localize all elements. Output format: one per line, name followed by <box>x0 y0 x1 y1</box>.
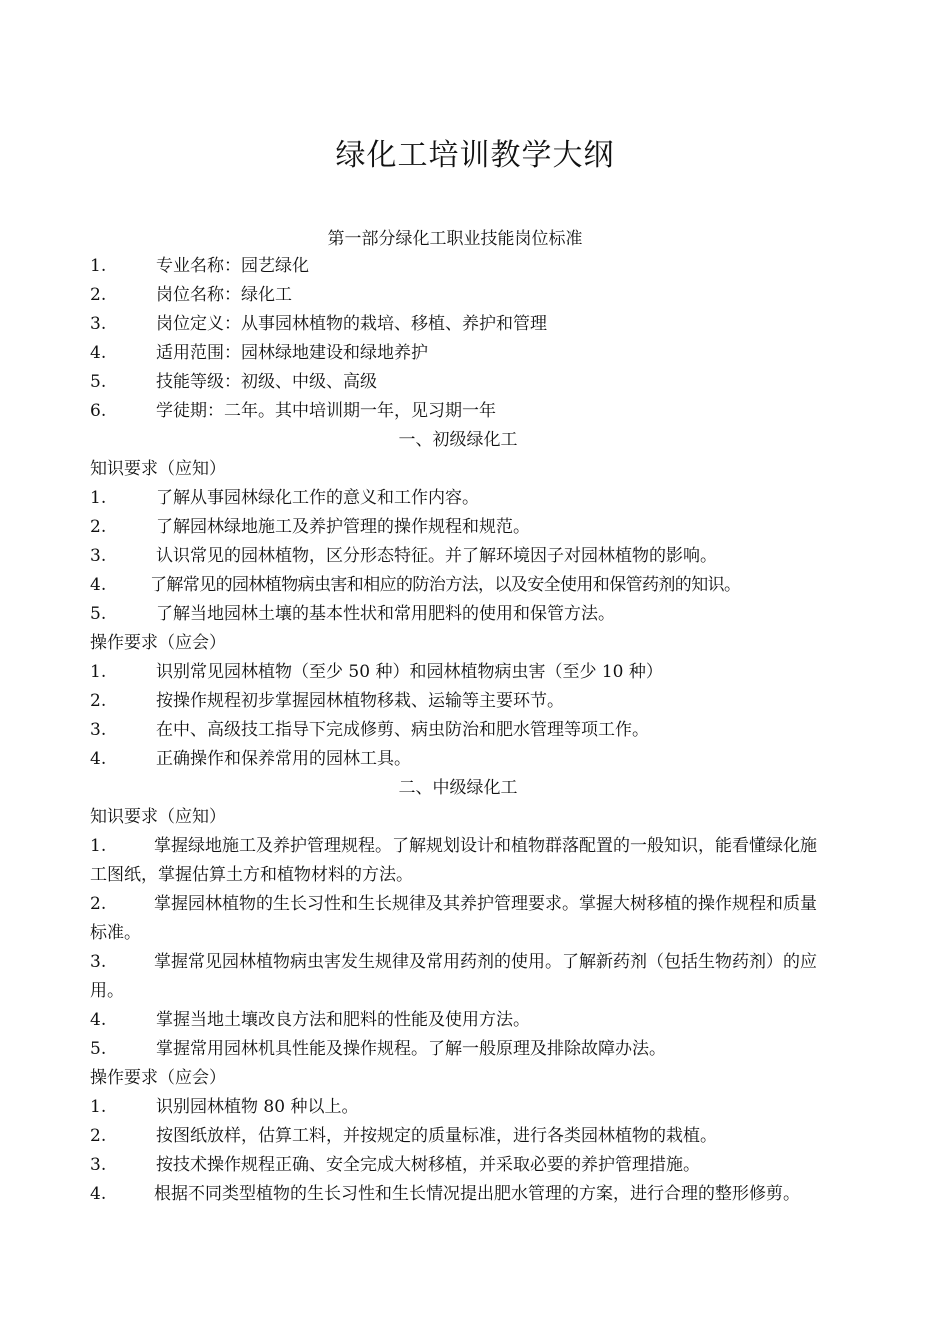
list-item <box>90 1180 826 1209</box>
operation-label: 操作要求（应会） <box>90 1068 226 1088</box>
item-number: 3. <box>90 952 107 972</box>
item-text: 在中、高级技工指导下完成修剪、病虫防治和肥水管理等项工作。 <box>156 720 649 740</box>
list-item <box>90 658 826 687</box>
item-number: 5. <box>90 604 107 624</box>
item-text: 了解当地园林土壤的基本性状和常用肥料的使用和保管方法。 <box>156 604 615 624</box>
item-number: 5. <box>90 1039 107 1059</box>
item-number: 1. <box>90 1097 107 1117</box>
item-text: 按技术操作规程正确、安全完成大树移植，并采取必要的养护管理措施。 <box>156 1155 700 1175</box>
list-item <box>90 948 826 1006</box>
item-text: 了解常见的园林植物病虫害和相应的防治方法，以及安全使用和保管药剂的知识。 <box>150 575 741 595</box>
list-item <box>90 1093 826 1122</box>
item-text: 根据不同类型植物的生长习性和生长情况提出肥水管理的方案，进行合理的整形修剪。 <box>154 1184 800 1204</box>
item-number: 3. <box>90 720 107 740</box>
list-item <box>90 1151 826 1180</box>
item-number: 2. <box>90 691 107 711</box>
item-text: 岗位名称：绿化工 <box>156 285 292 305</box>
item-text: 掌握园林植物的生长习性和生长规律及其养护管理要求。掌握大树移植的操作规程和质量标准。 <box>90 894 817 943</box>
item-number: 6. <box>90 401 107 421</box>
item-number: 4. <box>90 575 107 595</box>
item-number: 4. <box>90 749 107 769</box>
document-body <box>90 252 826 1209</box>
item-number: 2. <box>90 285 107 305</box>
list-item <box>90 484 826 513</box>
item-text: 专业名称：园艺绿化 <box>156 256 309 276</box>
document-title: 绿化工培训教学大纲 <box>335 138 615 173</box>
item-number: 3. <box>90 1155 107 1175</box>
section-heading: 二、中级绿化工 <box>398 778 518 798</box>
item-number: 4. <box>90 343 107 363</box>
part-title: 第一部分绿化工职业技能岗位标准 <box>327 229 583 249</box>
item-text: 按图纸放样，估算工料，并按规定的质量标准，进行各类园林植物的栽植。 <box>156 1126 717 1146</box>
item-number: 3. <box>90 314 107 334</box>
item-text: 掌握常用园林机具性能及操作规程。了解一般原理及排除故障办法。 <box>156 1039 666 1059</box>
list-item <box>90 832 826 890</box>
item-number: 2. <box>90 1126 107 1146</box>
list-item <box>90 281 826 310</box>
list-item <box>90 716 826 745</box>
item-number: 2. <box>90 894 107 914</box>
item-number: 1. <box>90 662 107 682</box>
list-item <box>90 513 826 542</box>
item-text: 认识常见的园林植物，区分形态特征。并了解环境因子对园林植物的影响。 <box>156 546 717 566</box>
basic-info-list <box>90 252 826 426</box>
item-text: 岗位定义：从事园林植物的栽培、移植、养护和管理 <box>156 314 547 334</box>
list-item <box>90 1006 826 1035</box>
list-item <box>90 571 826 600</box>
list-item <box>90 890 826 948</box>
list-item <box>90 368 826 397</box>
item-text: 掌握常见园林植物病虫害发生规律及常用药剂的使用。了解新药剂（包括生物药剂）的应用。 <box>90 952 817 1001</box>
section-heading: 一、初级绿化工 <box>398 430 518 450</box>
item-number: 4. <box>90 1184 107 1204</box>
item-text: 了解从事园林绿化工作的意义和工作内容。 <box>156 488 479 508</box>
item-text: 掌握当地土壤改良方法和肥料的性能及使用方法。 <box>156 1010 530 1030</box>
list-item <box>90 542 826 571</box>
item-text: 掌握绿地施工及养护管理规程。了解规划设计和植物群落配置的一般知识，能看懂绿化施工图纸，掌握估算土方和植物材料的方法。 <box>90 836 817 885</box>
list-item <box>90 745 826 774</box>
item-text: 按操作规程初步掌握园林植物移栽、运输等主要环节。 <box>156 691 564 711</box>
list-item <box>90 310 826 339</box>
item-number: 4. <box>90 1010 107 1030</box>
list-item <box>90 1035 826 1064</box>
item-number: 1. <box>90 488 107 508</box>
knowledge-label: 知识要求（应知） <box>90 807 226 827</box>
item-text: 适用范围：园林绿地建设和绿地养护 <box>156 343 428 363</box>
list-item <box>90 252 826 281</box>
item-text: 学徒期：二年。其中培训期一年，见习期一年 <box>156 401 496 421</box>
item-text: 识别常见园林植物（至少 50 种）和园林植物病虫害（至少 10 种） <box>156 662 663 682</box>
item-text: 正确操作和保养常用的园林工具。 <box>156 749 411 769</box>
item-text: 了解园林绿地施工及养护管理的操作规程和规范。 <box>156 517 530 537</box>
item-text: 技能等级：初级、中级、高级 <box>156 372 377 392</box>
item-text: 识别园林植物 80 种以上。 <box>156 1097 359 1117</box>
item-number: 2. <box>90 517 107 537</box>
list-item <box>90 339 826 368</box>
item-number: 5. <box>90 372 107 392</box>
knowledge-list <box>90 832 826 1064</box>
item-number: 3. <box>90 546 107 566</box>
operation-list <box>90 1093 826 1209</box>
list-item <box>90 600 826 629</box>
knowledge-label: 知识要求（应知） <box>90 459 226 479</box>
operation-list <box>90 658 826 774</box>
item-number: 1. <box>90 256 107 276</box>
list-item <box>90 397 826 426</box>
item-number: 1. <box>90 836 107 856</box>
list-item <box>90 1122 826 1151</box>
list-item <box>90 687 826 716</box>
operation-label: 操作要求（应会） <box>90 633 226 653</box>
knowledge-list <box>90 484 826 629</box>
